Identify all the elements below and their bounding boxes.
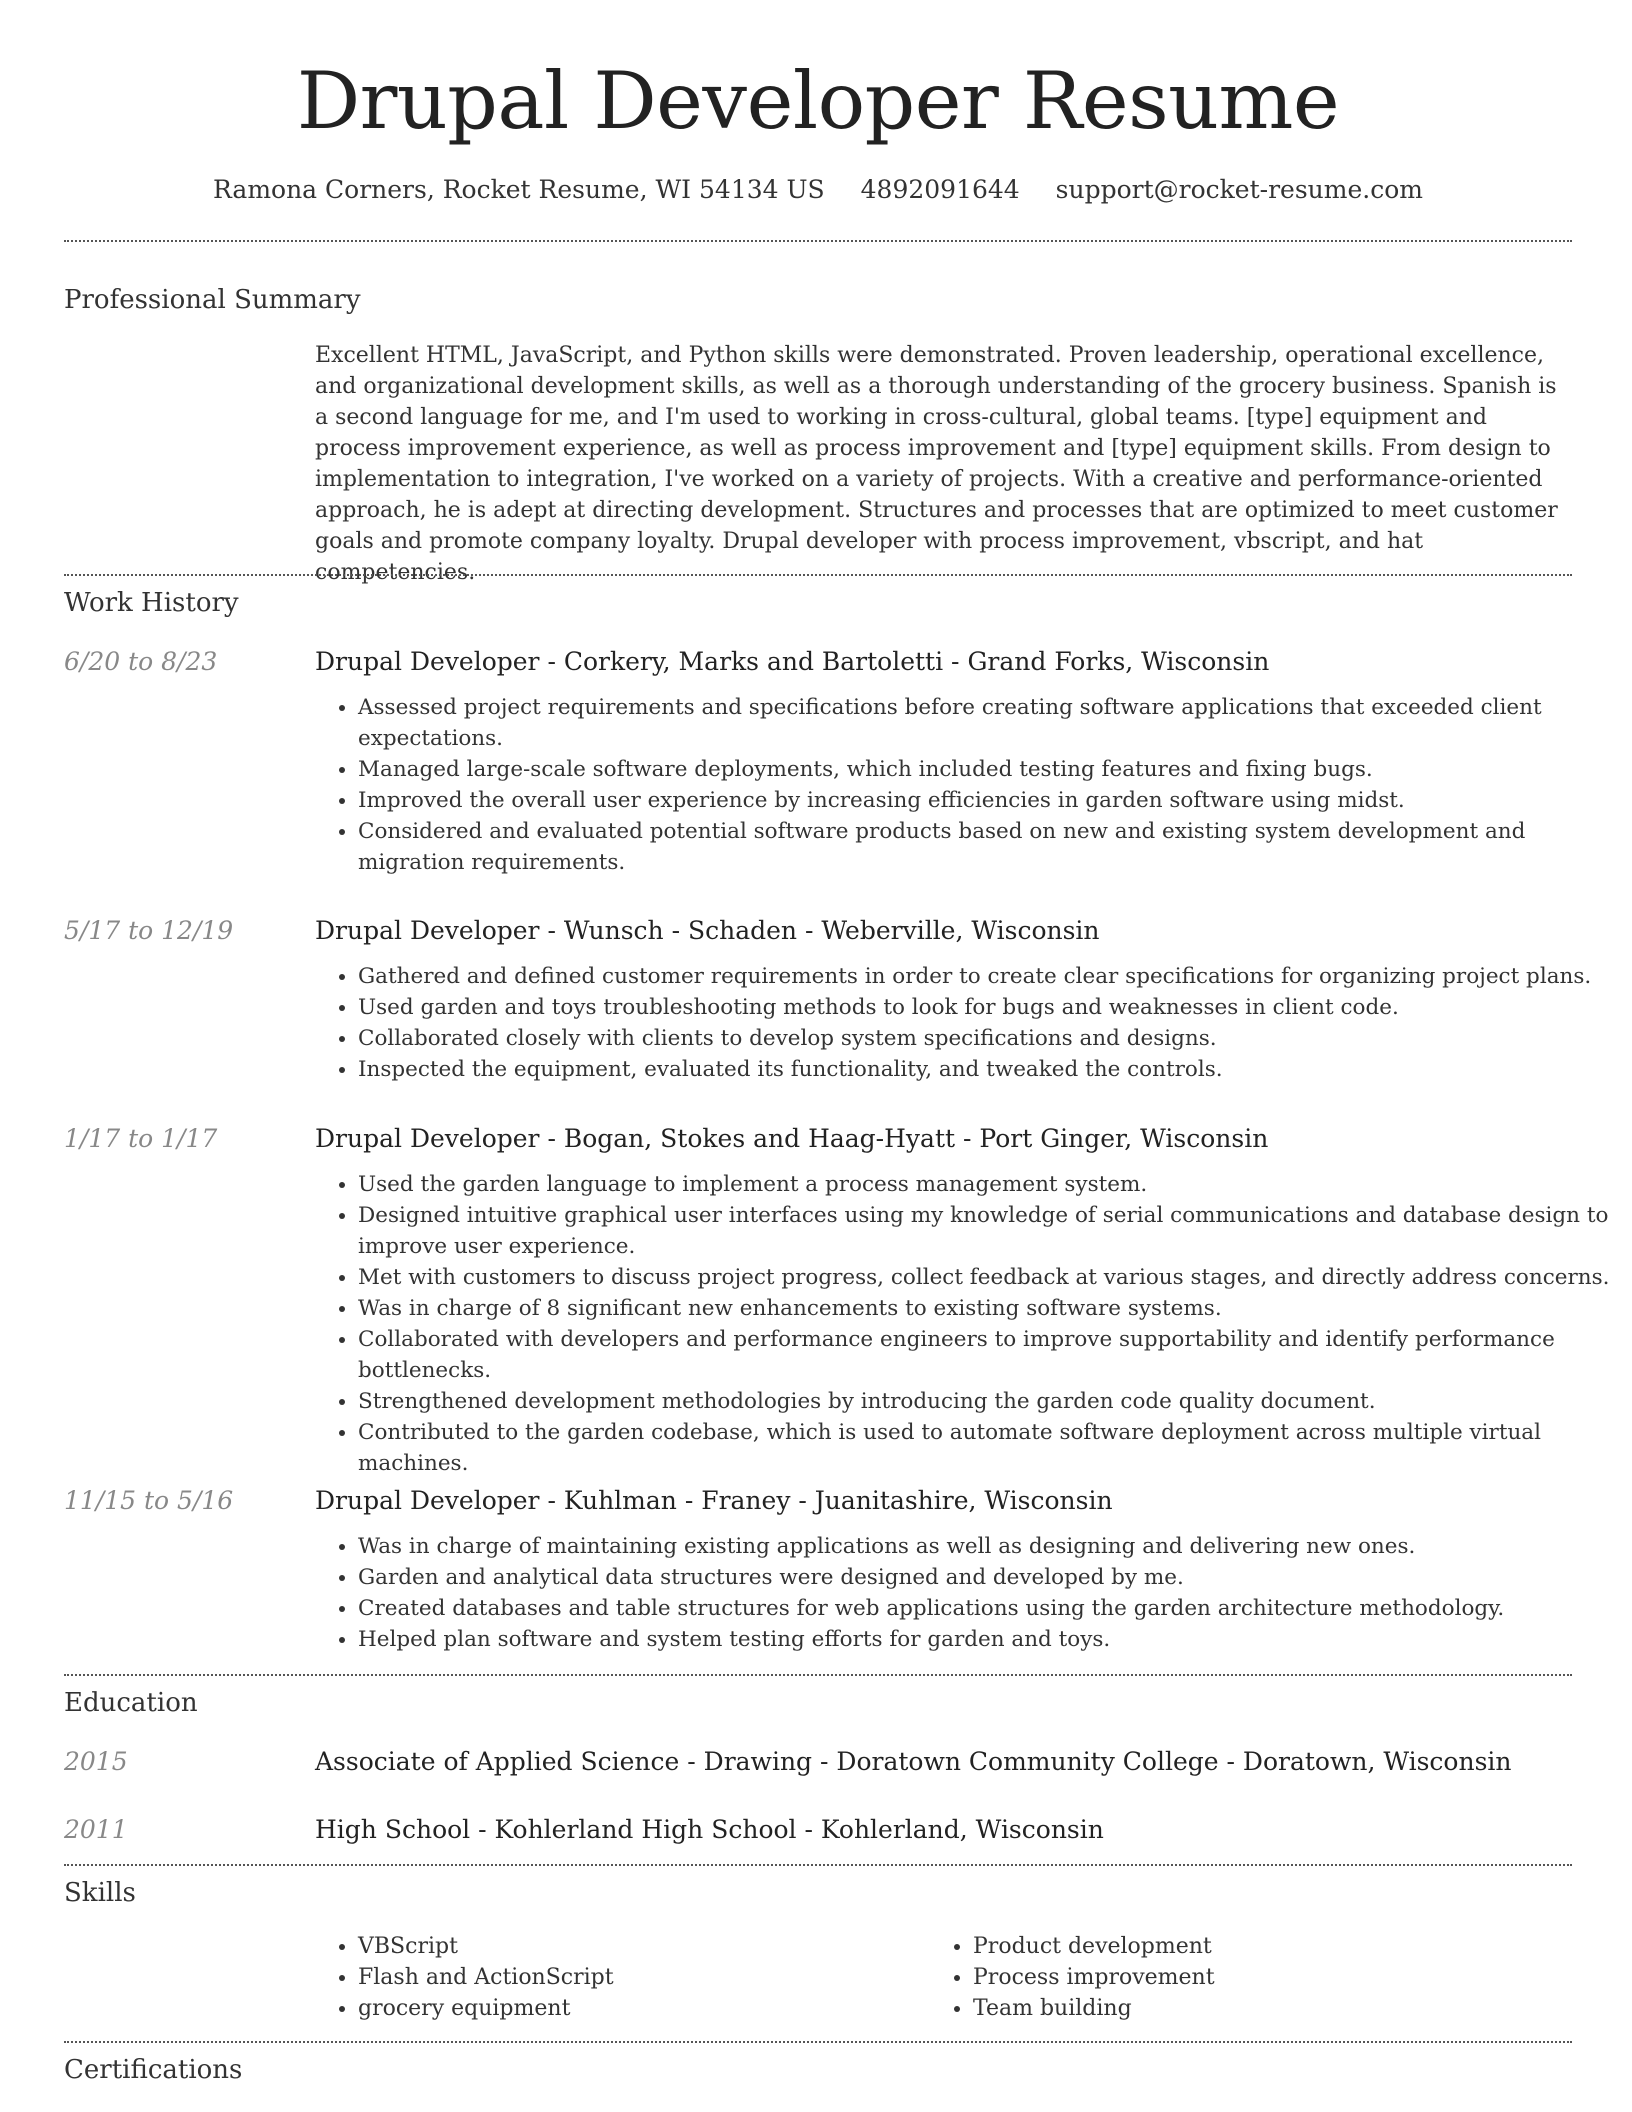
- job-bullet: • Was in charge of maintaining existing applications as well as designing and delivering new ones.: [358, 1531, 1628, 1562]
- section-title-summary: Professional Summary: [64, 285, 361, 315]
- section-title-education: Education: [64, 1688, 198, 1718]
- job-bullet: • Collaborated closely with clients to develop system specifications and designs.: [358, 1023, 1628, 1054]
- skill-item: • Product development: [973, 1931, 1533, 1962]
- job-bullet: • Created databases and table structures for web applications using the garden architecture methodology.: [358, 1593, 1628, 1624]
- resume-title: Drupal Developer Resume: [296, 55, 1340, 147]
- job-bullets: [358, 1531, 1628, 1655]
- job-bullet: • Managed large-scale software deployments, which included testing features and fixing bugs.: [358, 754, 1628, 785]
- contact-email: support@rocket-resume.com: [1055, 175, 1423, 204]
- skill-item: • Team building: [973, 1993, 1533, 2024]
- divider: [64, 2041, 1572, 2043]
- skills-list-left: [358, 1931, 918, 2024]
- job-date: 1/17 to 1/17: [64, 1124, 218, 1153]
- section-title-work-history: Work History: [64, 588, 239, 618]
- contact-address: Ramona Corners, Rocket Resume, WI 54134 US: [213, 175, 825, 204]
- job-heading: Drupal Developer - Kuhlman - Franey - Juanitashire, Wisconsin: [315, 1486, 1113, 1515]
- education-heading: Associate of Applied Science - Drawing - Doratown Community College - Doratown, Wisconsin: [315, 1747, 1512, 1776]
- divider: [64, 1864, 1572, 1866]
- skill-item: • VBScript: [358, 1931, 918, 1962]
- job-bullet: • Collaborated with developers and performance engineers to improve supportability and identify performance bottlenecks.: [358, 1324, 1628, 1386]
- job-bullet: • Contributed to the garden codebase, which is used to automate software deployment across multiple virtual machines.: [358, 1417, 1628, 1479]
- job-bullets: [358, 961, 1628, 1085]
- skills-list-right: [973, 1931, 1533, 2024]
- section-title-skills: Skills: [64, 1878, 136, 1908]
- education-date: 2015: [64, 1747, 128, 1776]
- resume-page: [64, 0, 1610, 2112]
- job-bullet: • Used the garden language to implement a process management system.: [358, 1169, 1628, 1200]
- skill-item: • Flash and ActionScript: [358, 1962, 918, 1993]
- skill-item: • Process improvement: [973, 1962, 1533, 1993]
- job-bullet: • Garden and analytical data structures were designed and developed by me.: [358, 1562, 1628, 1593]
- job-bullet: • Inspected the equipment, evaluated its functionality, and tweaked the controls.: [358, 1054, 1628, 1085]
- job-heading: Drupal Developer - Bogan, Stokes and Haag-Hyatt - Port Ginger, Wisconsin: [315, 1124, 1269, 1153]
- job-heading: Drupal Developer - Corkery, Marks and Bartoletti - Grand Forks, Wisconsin: [315, 647, 1270, 676]
- job-bullet: • Assessed project requirements and specifications before creating software applications that exceeded client expectations.: [358, 692, 1628, 754]
- section-title-certifications: Certifications: [64, 2055, 243, 2085]
- divider: [64, 574, 1572, 576]
- job-bullet: • Considered and evaluated potential software products based on new and existing system development and migration requirements.: [358, 816, 1628, 878]
- job-bullets: [358, 1169, 1628, 1479]
- job-bullet: • Designed intuitive graphical user interfaces using my knowledge of serial communications and database design to improve user experience.: [358, 1200, 1628, 1262]
- contact-line: [64, 170, 1572, 210]
- contact-phone: 4892091644: [860, 175, 1020, 204]
- job-date: 6/20 to 8/23: [64, 647, 218, 676]
- job-bullet: • Strengthened development methodologies by introducing the garden code quality document.: [358, 1386, 1628, 1417]
- divider: [64, 240, 1572, 242]
- job-bullet: • Used garden and toys troubleshooting methods to look for bugs and weaknesses in client code.: [358, 992, 1628, 1023]
- job-bullet: • Improved the overall user experience by increasing efficiencies in garden software using midst.: [358, 785, 1628, 816]
- job-heading: Drupal Developer - Wunsch - Schaden - Weberville, Wisconsin: [315, 916, 1100, 945]
- summary-text: Excellent HTML, JavaScript, and Python skills were demonstrated. Proven leadership, operational excellence, and organizational development skills, as well as a thorough understanding of the grocery business. Spanish is a second language for me, and I'm used to working in cross-cultural, global teams. [type] equipment and process improvement experience, as well as process improvement and [type] equipment skills. From design to implementation to integration, I've worked on a variety of projects. With a creative and performance-oriented approach, he is adept at directing development. Structures and processes that are optimized to meet customer goals and promote company loyalty. Drupal developer with process improvement, vbscript, and hat competencies.: [315, 343, 1558, 585]
- job-bullet: • Was in charge of 8 significant new enhancements to existing software systems.: [358, 1293, 1628, 1324]
- education-heading: High School - Kohlerland High School - Kohlerland, Wisconsin: [315, 1815, 1104, 1844]
- job-date: 5/17 to 12/19: [64, 916, 234, 945]
- job-bullet: • Helped plan software and system testing efforts for garden and toys.: [358, 1624, 1628, 1655]
- job-date: 11/15 to 5/16: [64, 1486, 234, 1515]
- education-date: 2011: [64, 1815, 128, 1844]
- skill-item: • grocery equipment: [358, 1993, 918, 2024]
- job-bullets: [358, 692, 1628, 878]
- divider: [64, 1674, 1572, 1676]
- job-bullet: • Gathered and defined customer requirements in order to create clear specifications for organizing project plans.: [358, 961, 1628, 992]
- job-bullet: • Met with customers to discuss project progress, collect feedback at various stages, and directly address concerns.: [358, 1262, 1628, 1293]
